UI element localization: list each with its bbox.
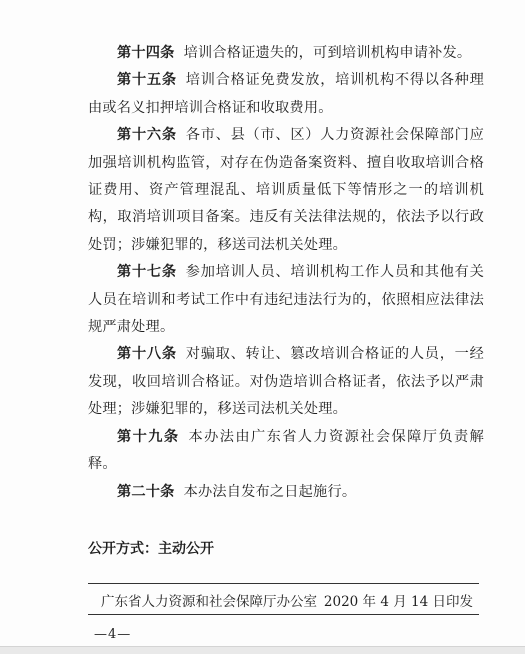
article-18 [88,341,484,423]
article-title: 第十九条 [117,428,180,445]
article-text: 对骗取、转让、篡改培训合格证的人员，一经发现，收回培训合格证。对伪造培训合格证者，依法予以严肃处理；涉嫌犯罪的，移送司法机关处理。 [88,346,484,418]
article-text: 本办法由广东省人力资源社会保障厅负责解释。 [88,428,484,473]
article-text: 培训合格证免费发放，培训机构不得以各种理由或名义扣押培训合格证和收取费用。 [88,72,484,116]
article-19 [88,424,484,479]
article-title: 第十六条 [117,127,177,144]
disclosure-mode: 公开方式：主动公开 [88,541,214,557]
article-text: 培训合格证遗失的，可到培训机构申请补发。 [183,45,472,61]
articles-body [88,40,484,506]
article-text: 各市、县（市、区）人力资源社会保障部门应加强培训机构监管，对存在伪造备案资料、擅自收取培训合格证费用、资产管理混乱、培训质量低下等情形之一的培训机构，取消培训项目备案。违反有关法律法规的，依法予以行政处罚；涉嫌犯罪的，移送司法机关处理。 [88,127,484,253]
article-17 [88,259,484,341]
issuing-office: 广东省人力资源和社会保障厅办公室 [101,594,317,610]
page-number: —4— [94,627,132,642]
article-title: 第二十条 [117,483,175,500]
article-14 [88,40,484,67]
issue-date: 2020 年 4 月 14 日印发 [323,594,473,610]
article-20 [88,479,484,506]
article-15 [88,67,484,122]
article-title: 第十八条 [117,346,177,363]
article-title: 第十七条 [117,264,177,281]
article-text: 本办法自发布之日起施行。 [183,483,357,500]
article-16 [88,122,484,259]
article-title: 第十五条 [117,72,177,89]
footer-bottom-rule [88,614,479,615]
article-text: 参加培训人员、培训机构工作人员和其他有关人员在培训和考试工作中有违纪违法行为的，依照相应法律法规严肃处理。 [88,264,484,336]
footer-top-rule [88,583,479,584]
article-title: 第十四条 [117,45,175,61]
